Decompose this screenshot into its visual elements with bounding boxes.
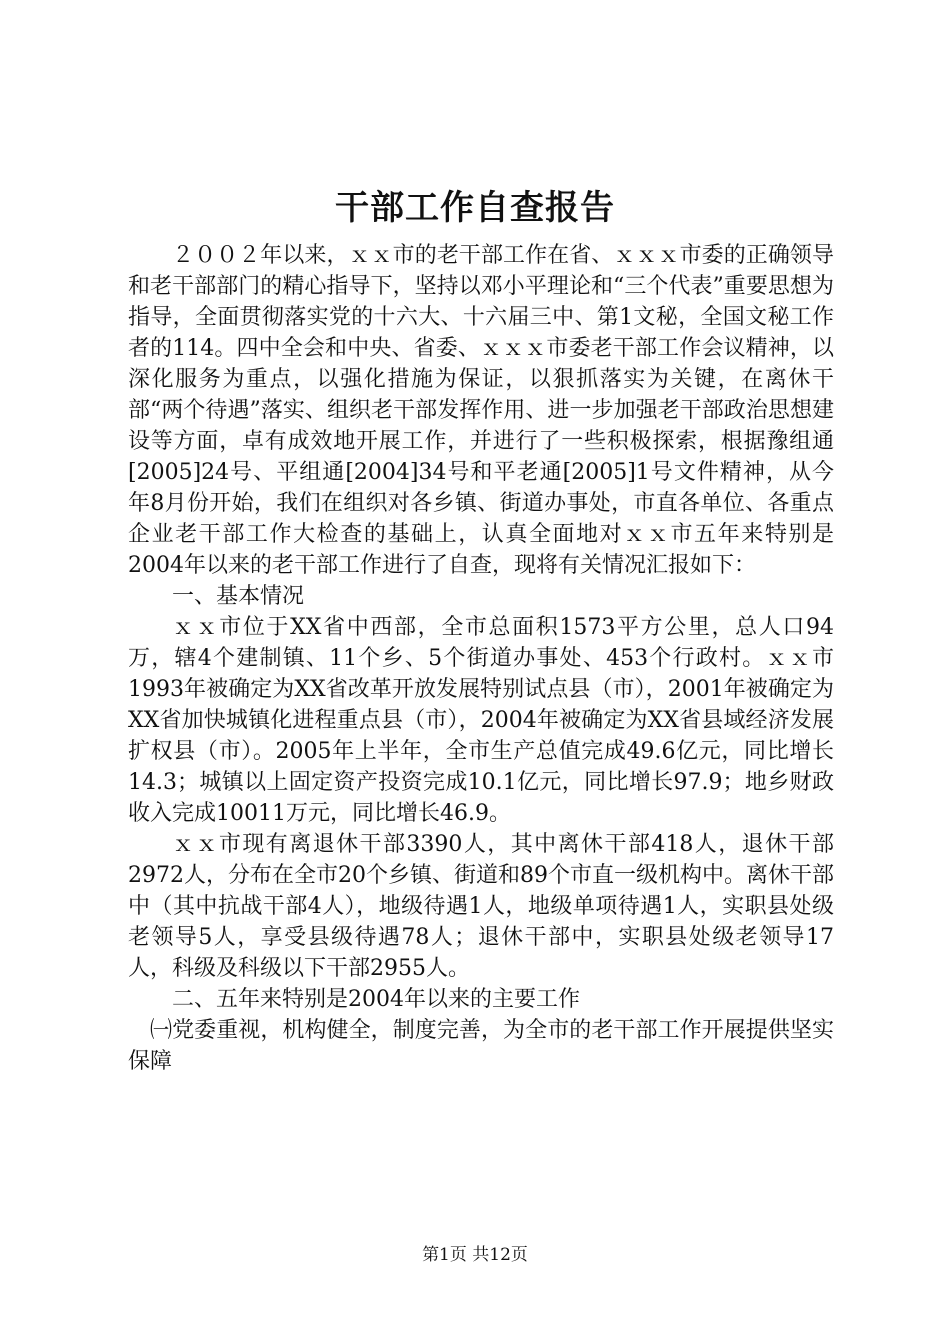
page-footer: 第1页 共12页 <box>422 1245 528 1265</box>
paragraph-retired-cadres: ｘｘ市现有离退休干部3390人，其中离休干部418人，退休干部2972人，分布在全市20个乡镇、街道和89个市直一级机构中。离休干部中（其中抗战干部4人），地级待遇1人，地级单项待遇1人，实职县处级老领导5人，享受县级待遇78人；退休干部中，实职县处级老领导17人，科级及科级以下干部2955人。 <box>128 832 834 981</box>
section-heading-main-work: 二、五年来特别是2004年以来的主要工作 <box>172 987 580 1012</box>
paragraph-intro: ２００２年以来，ｘｘ市的老干部工作在省、ｘｘｘ市委的正确领导和老干部部门的精心指导下，坚持以邓小平理论和“三个代表”重要思想为指导，全面贯彻落实党的十六大、十六届三中、第1文秘，全国文秘工作者的114。四中全会和中央、省委、ｘｘｘ市委老干部工作会议精神，以深化服务为重点，以强化措施为保证，以狠抓落实为关键，在离休干部“两个待遇”落实、组织老干部发挥作用、进一步加强老干部政治思想建设等方面，卓有成效地开展工作，并进行了一些积极探索，根据豫组通[2005]24号、平组通[2004]34号和平老通[2005]1号文件精神，从今年8月份开始，我们在组织对各乡镇、街道办事处，市直各单位、各重点企业老干部工作大检查的基础上，认真全面地对ｘｘ市五年来特别是2004年以来的老干部工作进行了自查，现将有关情况汇报如下： <box>128 243 834 578</box>
subsection-heading-party-attention: ㈠党委重视，机构健全，制度完善，为全市的老干部工作开展提供坚实保障 <box>128 1018 834 1074</box>
document-body <box>128 240 834 1077</box>
paragraph-city-overview: ｘｘ市位于XX省中西部，全市总面积1573平方公里，总人口94万，辖4个建制镇、11个乡、5个街道办事处、453个行政村。ｘｘ市1993年被确定为XX省改革开放发展特别试点县（市），2001年被确定为XX省加快城镇化进程重点县（市），2004年被确定为XX省县域经济发展扩权县（市）。2005年上半年，全市生产总值完成49.6亿元，同比增长14.3；城镇以上固定资产投资完成10.1亿元，同比增长97.9；地乡财政收入完成10011万元，同比增长46.9。 <box>128 615 834 826</box>
document-title: 干部工作自查报告 <box>335 188 615 228</box>
section-heading-basic-situation: 一、基本情况 <box>172 584 305 609</box>
